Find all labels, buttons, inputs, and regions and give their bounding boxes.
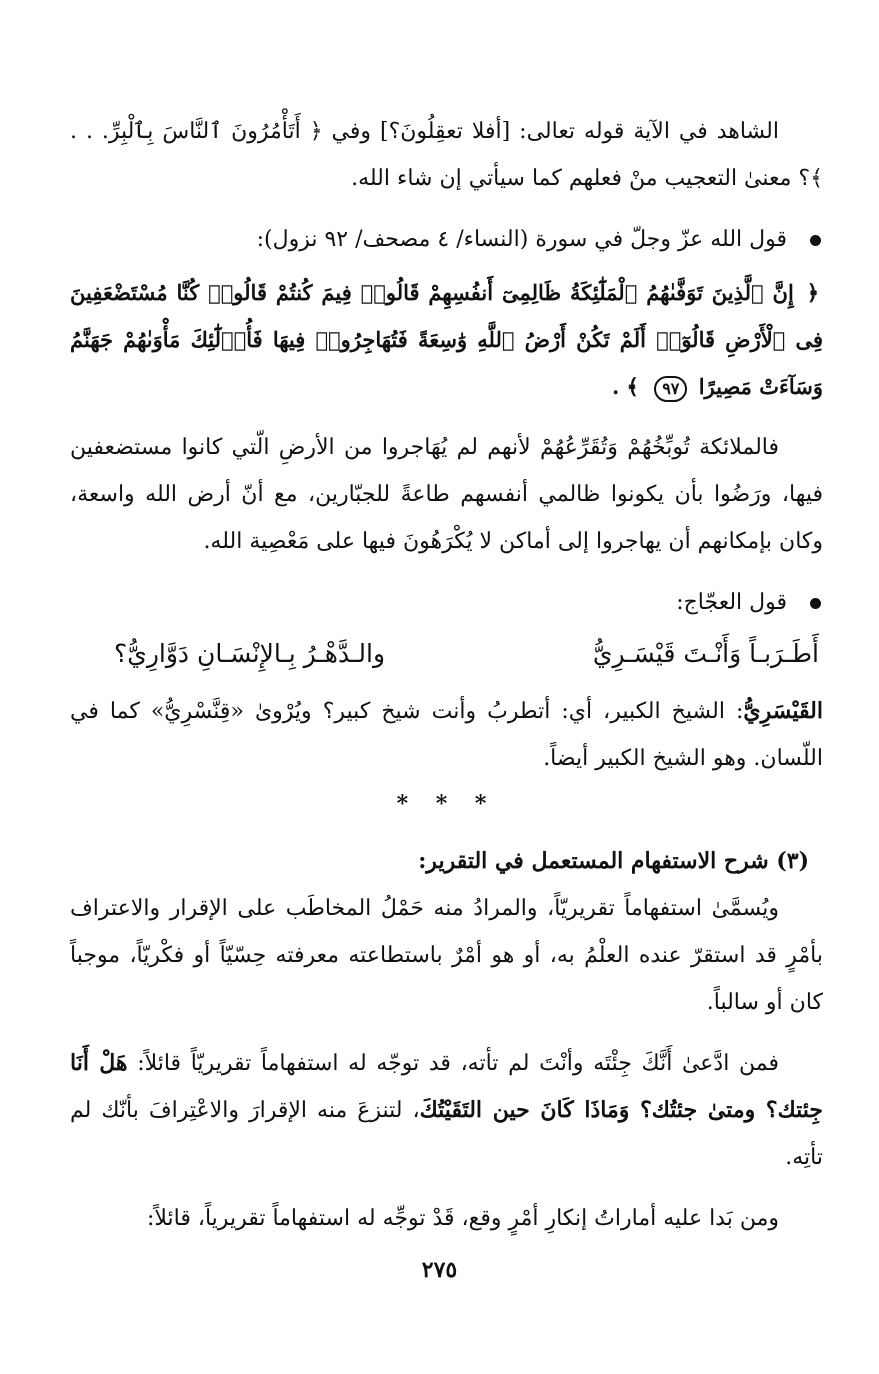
bullet-dot-icon [810,235,821,246]
paragraph-witness: الشاهد في الآية قوله تعالى: [أفلا تعقِلُونَ؟] وفي ﴿ أَتَأْمُرُونَ ٱلنَّاسَ بِٱلْبِرِّ. . . ﴾؟ معنىٰ التعجيب منْ فعلهم كما سيأتي إن شاء الله. [70,119,823,191]
ayah-number-badge: ٩٧ [654,376,687,402]
section-heading: (٣) شرح الاستفهام المستعمل في التقرير: [418,848,809,874]
verse-first-hemistich: أَطَـرَبـاً وَأَنْـتَ قَيْسَـرِيُّ [592,639,819,668]
example-conclusion: ، لتنزعَ منه الإقرارَ والاعْتِرافَ بأنّك لم تأتِه. [70,1098,823,1170]
bullet-item-surah-nisa [70,216,823,263]
bullet-text: قول العجّاج: [676,590,787,615]
quran-verse [70,269,823,410]
quran-verse-text: إِنَّ ٱلَّذِينَ تَوَفَّىٰهُمُ ٱلْمَلَٰٓئِكَةُ ظَالِمِىٓ أَنفُسِهِمْ قَالُوا۟ فِيمَ كُنتُمْ قَالُوا۟ كُنَّا مُسْتَضْعَفِينَ فِى ٱلْأَرْضِ قَالُوٓا۟ أَلَمْ تَكُنْ أَرْضُ ٱللَّهِ وَٰسِعَةً فَتُهَاجِرُوا۟ فِيهَا فَأُو۟لَٰٓئِكَ مَأْوَىٰهُمْ جَهَنَّمُ وَسَآءَتْ مَصِيرًا [70,280,823,399]
bullet-item-ajjaj [70,579,823,626]
paragraph-angels: فالملائكة تُوبِّخُهُمْ وَتُقَرِّعُهُمْ لأنهم لم يُهَاجروا من الأرضِ الّتي كانوا مستضعفين فيها، ورَضُوا بأن يكونوا ظالمي أنفسهم طاعةً للجبّارين، مع أنّ أرض الله واسعة، وكان بإمكانهم أن يهاجروا إلى أماكن لا يُكْرَهُونَ فيها على مَعْصِية الله. [70,435,823,554]
defined-term: القَيْسَرِيُّ [743,698,823,724]
example-intro: فمن ادَّعىٰ أَنَّكَ جِئْتَه وأنْتَ لم تأته، قد توجّه له استفهاماً تقريريّاً قائلاً: [127,1051,779,1076]
page-body [70,108,823,1374]
ornate-bracket-open: ﴿ [806,280,819,305]
paragraph-example-two: ومن بَدا عليه أماراتُ إنكارِ أمْرٍ وقع، قَدْ توجِّه له استفهاماً تقريرياً، قائلاً: [147,1206,779,1231]
ornate-bracket-close: ﴾ . [611,374,639,399]
page-number: ٢٧٥ [421,1257,458,1283]
example-questions: هَلْ أَنَا جِئتك؟ ومتىٰ جئتُك؟ وَمَاذَا كَانَ حين التَقَيْتُكَ [70,1050,823,1123]
section-separator-stars: * * * [396,791,497,817]
paragraph-example-one [70,1040,823,1181]
bullet-text: قول الله عزّ وجلّ في سورة (النساء/ ٤ مصحف/ ٩٢ نزول): [256,227,787,252]
bullet-dot-icon [810,598,821,609]
paragraph-qaysari [70,688,823,782]
definition-text: : الشيخ الكبير، أي: أتطربُ وأنت شيخ كبير؟ ويُرْوىٰ «قِنَّسْرِيُّ» كما في اللّسان. وهو الشيخ الكبير أيضاً. [70,699,823,771]
poetry-verse [70,626,823,682]
paragraph-definition: ويُسمَّىٰ استفهاماً تقريريّاً، والمرادُ منه حَمْلُ المخاطَب على الإقرار والاعتراف بأمْرٍ قد استقرّ عنده العلْمُ به، أو هو أمْرٌ باستطاعته معرفته حِسّيّاً أو فكْريّاً، موجباً كان أو سالباً. [70,896,823,1015]
verse-second-hemistich: والـدَّهْـرُ بِـالإِنْسَـانِ دَوَّارِيُّ؟ [114,639,386,668]
